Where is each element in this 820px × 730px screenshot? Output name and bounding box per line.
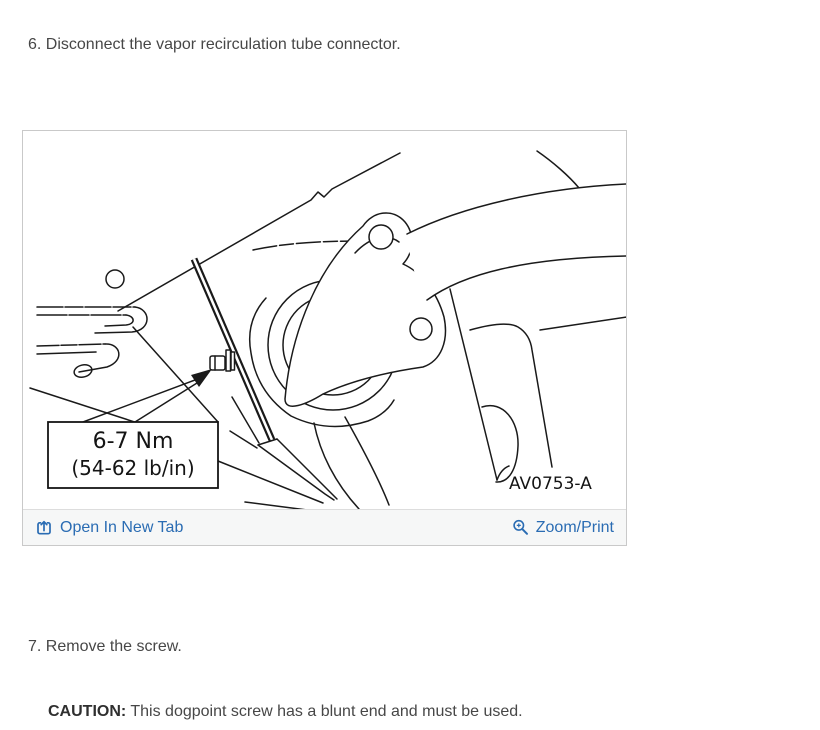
open-in-new-tab-icon <box>35 519 53 536</box>
hose <box>407 184 626 300</box>
screw-fitting <box>210 350 235 371</box>
torque-callout <box>48 422 218 488</box>
bolt-hole-right <box>410 318 432 340</box>
figure-image <box>23 131 626 509</box>
torque-value-nm: 6-7 Nm <box>92 429 174 454</box>
figure-toolbar <box>23 509 626 545</box>
caution-note <box>48 701 523 723</box>
figure-id-label: AV0753-A <box>509 474 592 494</box>
caution-label: CAUTION: <box>48 703 127 720</box>
open-in-new-tab-label: Open In New Tab <box>60 518 184 536</box>
leader-lines <box>83 380 197 422</box>
open-in-new-tab-link[interactable] <box>35 519 183 537</box>
bolt-hole-left <box>106 270 124 288</box>
step-7-instruction: 7. Remove the screw. <box>28 638 182 655</box>
zoom-print-link[interactable] <box>512 519 614 537</box>
engine-diagram <box>23 131 626 509</box>
figure-panel <box>22 130 627 546</box>
step-6-instruction: 6. Disconnect the vapor recirculation tube connector. <box>28 36 401 53</box>
torque-value-lbin: (54-62 lb/in) <box>71 456 195 480</box>
mounting-rails <box>37 307 147 379</box>
zoom-print-label: Zoom/Print <box>535 518 614 536</box>
caution-text: This dogpoint screw has a blunt end and must be used. <box>130 703 523 720</box>
magnifier-plus-icon <box>512 519 529 536</box>
side-panel <box>450 289 626 482</box>
bolt-hole-top <box>369 225 393 249</box>
